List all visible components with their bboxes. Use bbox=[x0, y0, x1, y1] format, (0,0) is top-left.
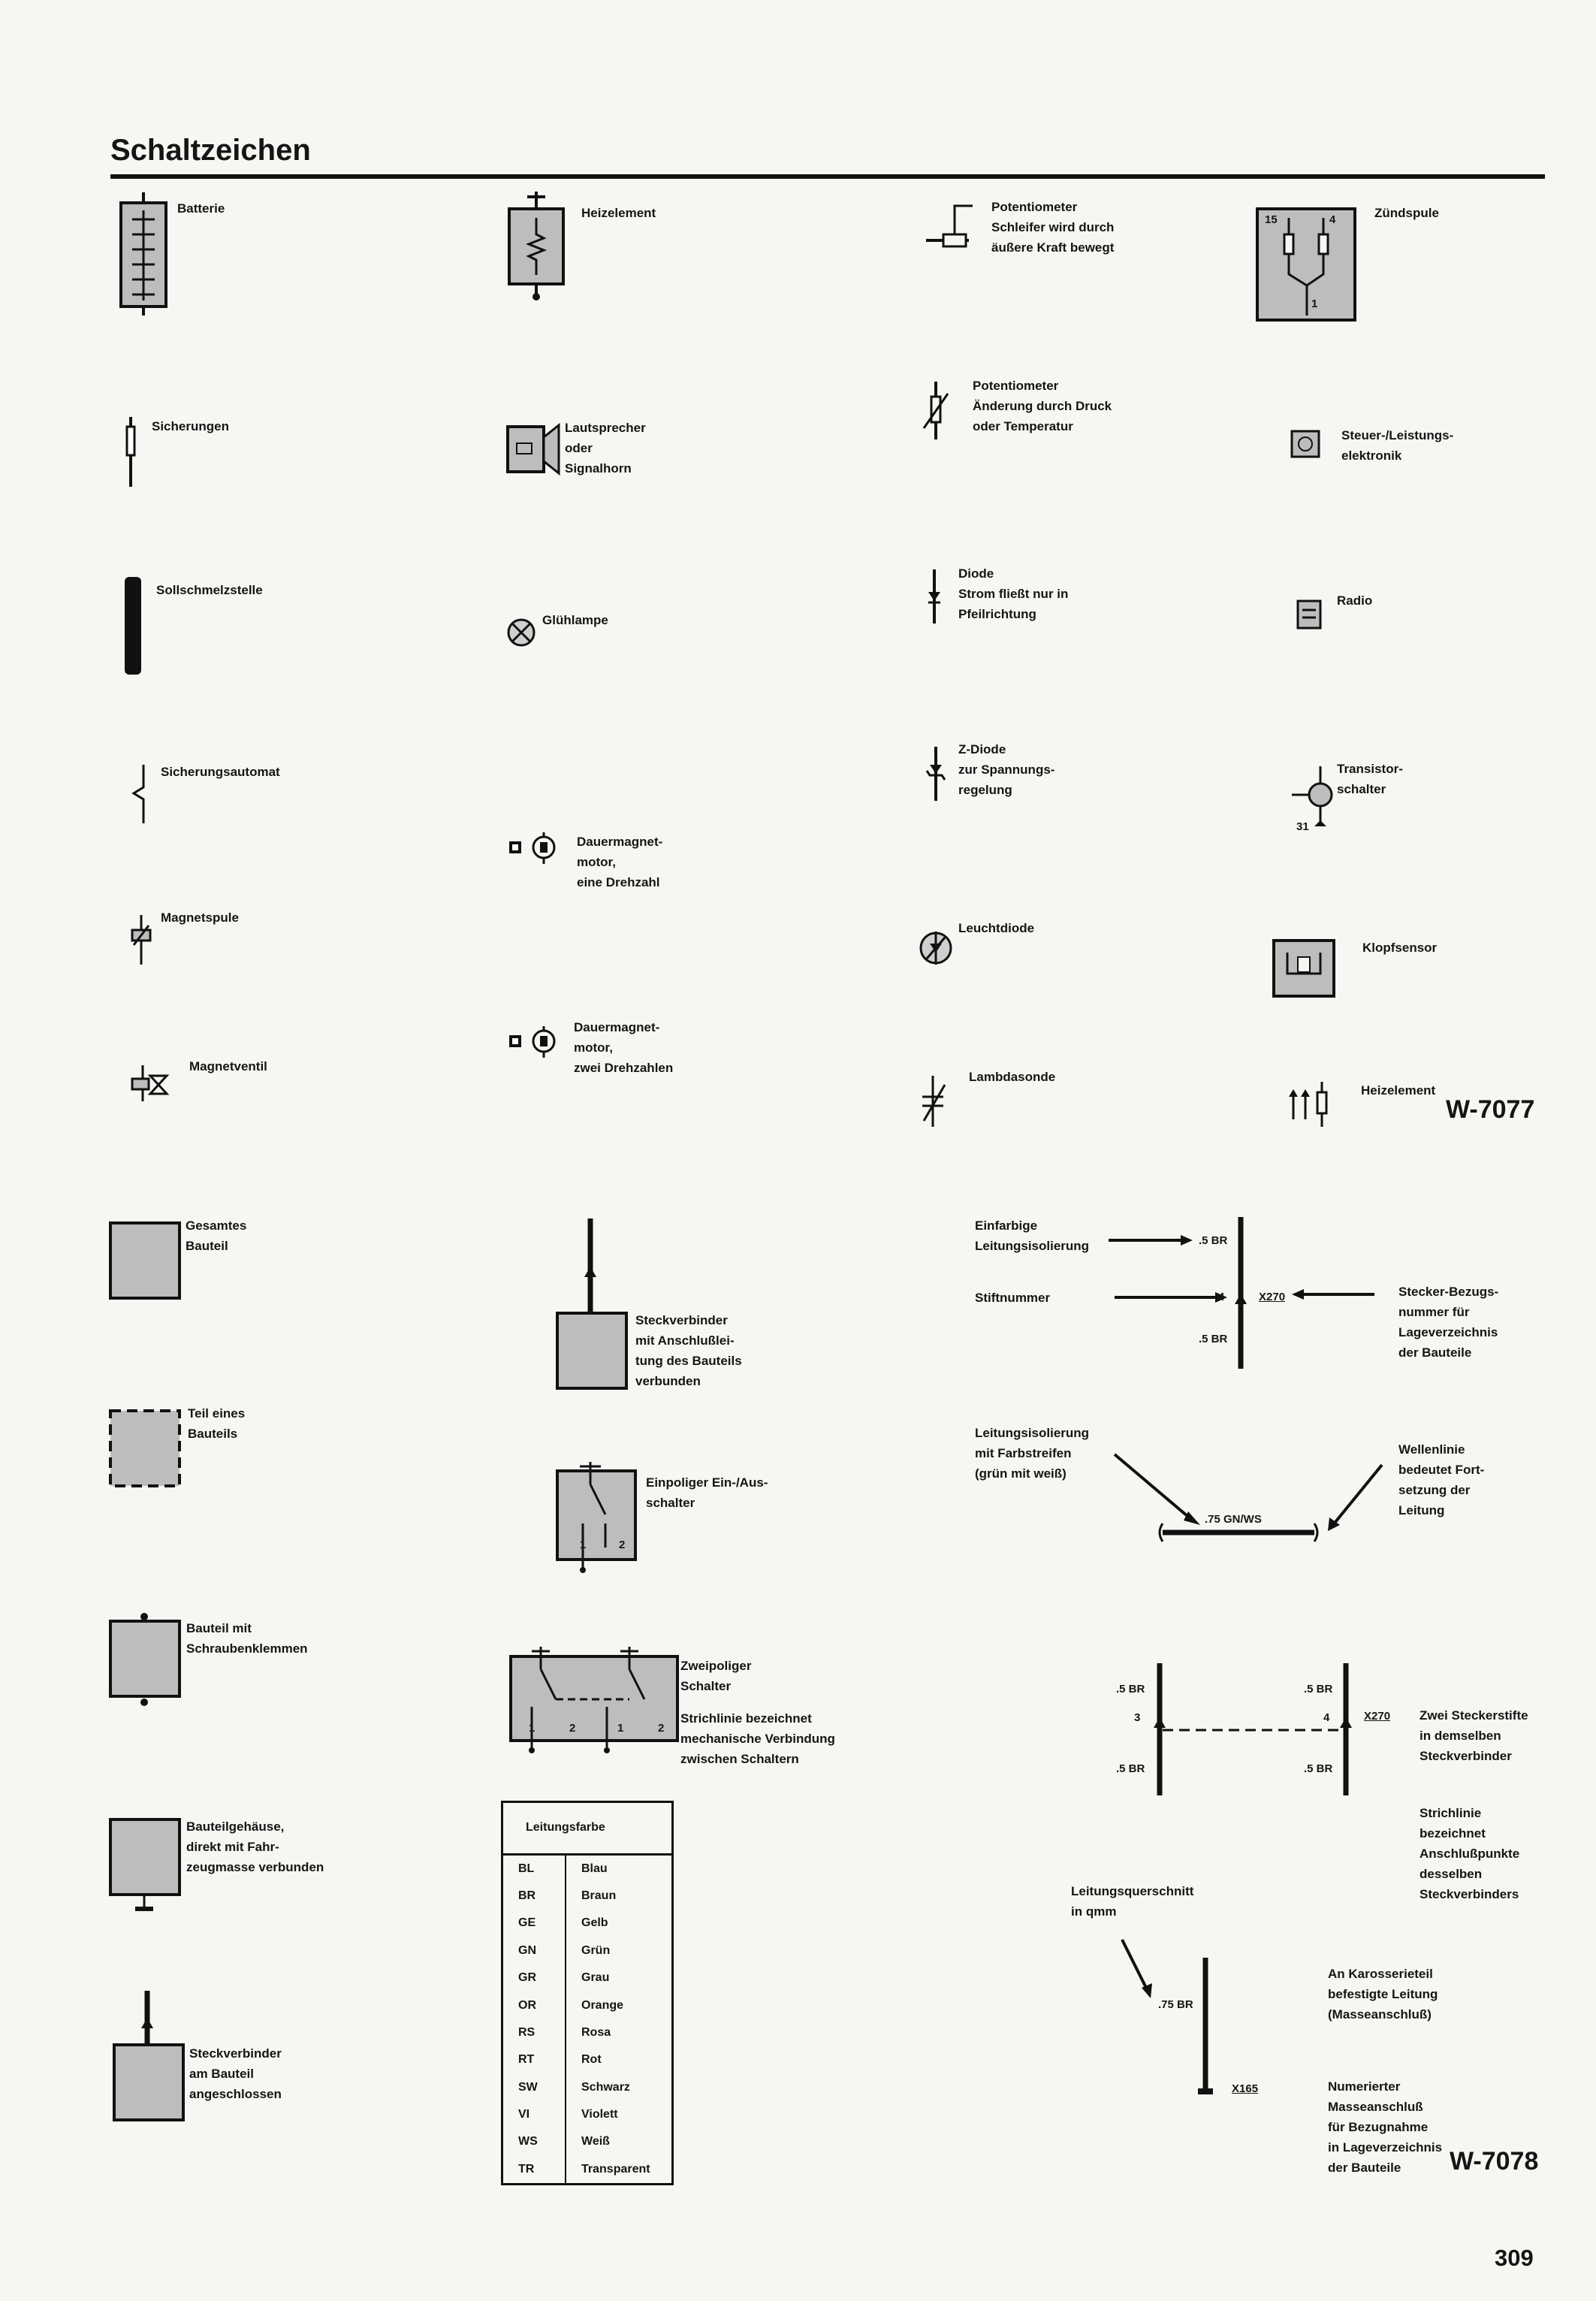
wire-c-tr: .5 BR bbox=[1304, 1683, 1333, 1696]
color-code: RT bbox=[502, 2046, 566, 2073]
label-heizelement-1: Heizelement bbox=[581, 206, 656, 220]
solenoid-valve-symbol bbox=[132, 1065, 167, 1101]
color-name: Grau bbox=[581, 1971, 610, 1985]
heater-element-2-symbol bbox=[1289, 1082, 1326, 1127]
label-batterie: Batterie bbox=[177, 201, 225, 216]
label-transistor: Transistor- schalter bbox=[1337, 762, 1403, 796]
speaker-symbol bbox=[508, 425, 559, 473]
figure-code-w7077: W-7077 bbox=[1446, 1095, 1535, 1124]
label-zuendspule: Zündspule bbox=[1374, 206, 1439, 220]
coil-pin-4: 4 bbox=[1329, 213, 1336, 226]
color-row bbox=[502, 2101, 673, 2128]
lambda-sensor-symbol bbox=[922, 1076, 945, 1127]
radio-symbol bbox=[1298, 601, 1320, 628]
label-querschnitt: Leitungsquerschnitt in qmm bbox=[1071, 1884, 1194, 1919]
double-pole-switch bbox=[511, 1647, 677, 1753]
single-switch-pin-1: 1 bbox=[580, 1539, 587, 1551]
label-gehaeuse-masse: Bauteilgehäuse, direkt mit Fahr- zeugmasse verbunden bbox=[186, 1819, 324, 1874]
color-code: GR bbox=[502, 1964, 566, 1991]
color-code: VI bbox=[502, 2101, 566, 2128]
color-name: Braun bbox=[581, 1889, 617, 1903]
color-code: TR bbox=[502, 2155, 566, 2184]
label-radio: Radio bbox=[1337, 593, 1373, 608]
wire-c-pin-l: 3 bbox=[1134, 1711, 1141, 1724]
single-switch-pin-2: 2 bbox=[619, 1539, 626, 1551]
solenoid-coil-symbol bbox=[132, 915, 150, 965]
motor-one-speed-symbol bbox=[509, 832, 554, 864]
color-name: Rot bbox=[581, 2053, 602, 2067]
color-code: OR bbox=[502, 1991, 566, 2019]
label-teil-bauteil: Teil eines Bauteils bbox=[188, 1406, 246, 1441]
label-steuerelektronik: Steuer-/Leistungs- elektronik bbox=[1341, 428, 1454, 463]
single-pole-switch bbox=[557, 1462, 635, 1573]
label-steckverbinder-1: Steckverbinder mit Anschlußlei- tung des Bauteils verbunden bbox=[635, 1313, 742, 1388]
potentiometer-symbol bbox=[926, 206, 973, 246]
label-magnetventil: Magnetventil bbox=[189, 1059, 267, 1073]
circuit-breaker-symbol bbox=[134, 765, 143, 823]
coil-pin-15: 15 bbox=[1265, 213, 1278, 226]
color-name: Orange bbox=[581, 1998, 624, 2012]
wire-a-conn: X270 bbox=[1259, 1291, 1286, 1303]
page-title: Schaltzeichen bbox=[110, 134, 311, 167]
battery-symbol bbox=[121, 192, 166, 316]
label-sicherungen: Sicherungen bbox=[152, 419, 229, 433]
label-potentiometer-1: Potentiometer Schleifer wird durch äußere Kraft bewegt bbox=[991, 200, 1115, 255]
label-lambdasonde: Lambdasonde bbox=[969, 1070, 1056, 1084]
label-potentiometer-2: Potentiometer Änderung durch Druck oder Temperatur bbox=[973, 379, 1112, 433]
label-leuchtdiode: Leuchtdiode bbox=[958, 921, 1035, 935]
label-gluehlampe: Glühlampe bbox=[542, 613, 608, 627]
label-stecker-bezug: Stecker-Bezugs- nummer für Lageverzeichnis der Bauteile bbox=[1398, 1285, 1499, 1360]
color-code: GE bbox=[502, 1910, 566, 1937]
connector-on-component bbox=[114, 1991, 183, 2120]
color-row bbox=[502, 2019, 673, 2046]
color-row bbox=[502, 1883, 673, 1910]
label-gesamtes-bauteil: Gesamtes Bauteil bbox=[186, 1218, 247, 1253]
label-z-diode: Z-Diode zur Spannungs- regelung bbox=[958, 742, 1055, 797]
potentiometer-pressure-symbol bbox=[924, 382, 948, 439]
connector-wire-component bbox=[557, 1218, 626, 1388]
wire-d-drawing bbox=[1122, 1940, 1213, 2094]
color-table-header: Leitungsfarbe bbox=[502, 1802, 673, 1855]
label-stiftnummer: Stiftnummer bbox=[975, 1291, 1051, 1305]
label-diode: Diode Strom fließt nur in Pfeilrichtung bbox=[958, 566, 1069, 621]
transistor-symbol bbox=[1292, 766, 1332, 826]
page-number: 309 bbox=[1495, 2245, 1534, 2271]
wire-color-table bbox=[501, 1801, 674, 2185]
label-strichlinie-2: Strichlinie bezeichnet Anschlußpunkte desselben Steckverbinders bbox=[1420, 1806, 1520, 1901]
color-name: Weiß bbox=[581, 2135, 610, 2149]
wire-d-label: .75 BR bbox=[1158, 1998, 1193, 2011]
transistor-ground-31: 31 bbox=[1296, 820, 1309, 833]
label-sicherungsautomat: Sicherungsautomat bbox=[161, 765, 280, 779]
label-sollschmelzstelle: Sollschmelzstelle bbox=[156, 583, 263, 597]
color-code: BL bbox=[502, 1854, 566, 1883]
figure-code-w7078: W-7078 bbox=[1450, 2147, 1539, 2176]
label-klopfsensor: Klopfsensor bbox=[1362, 941, 1438, 955]
color-row bbox=[502, 2128, 673, 2155]
color-row bbox=[502, 2073, 673, 2100]
wire-c-bl: .5 BR bbox=[1116, 1762, 1145, 1775]
color-name: Violett bbox=[581, 2107, 618, 2121]
label-strichlinie-1: Strichlinie bezeichnet mechanische Verbindung zwischen Schaltern bbox=[680, 1711, 835, 1766]
label-numerierter: Numerierter Masseanschluß für Bezugnahme in Lageverzeichnis der Bauteile bbox=[1328, 2079, 1443, 2175]
partial-component-box bbox=[110, 1411, 180, 1486]
color-row bbox=[502, 1991, 673, 2019]
color-row bbox=[502, 1937, 673, 1964]
color-name: Transparent bbox=[581, 2162, 650, 2176]
label-zweipoliger: Zweipoliger Schalter bbox=[680, 1659, 752, 1693]
wire-c-tl: .5 BR bbox=[1116, 1683, 1145, 1696]
wire-b-label: .75 GN/WS bbox=[1205, 1513, 1262, 1526]
color-row bbox=[502, 2155, 673, 2184]
color-row bbox=[502, 2046, 673, 2073]
fusible-link-symbol bbox=[125, 577, 141, 675]
label-karosserie: An Karosserieteil befestigte Leitung (Masseanschluß) bbox=[1328, 1967, 1438, 2022]
color-name: Grün bbox=[581, 1943, 611, 1957]
z-diode-symbol bbox=[927, 747, 945, 801]
label-heizelement-2: Heizelement bbox=[1361, 1083, 1436, 1098]
label-wellenlinie: Wellenlinie bedeutet Fort- setzung der Leitung bbox=[1398, 1442, 1485, 1517]
grounded-housing-box bbox=[110, 1819, 180, 1911]
color-name: Rosa bbox=[581, 2025, 611, 2039]
wire-a-bottom: .5 BR bbox=[1199, 1333, 1228, 1345]
color-row bbox=[502, 1910, 673, 1937]
motor-two-speed-symbol bbox=[509, 1026, 554, 1058]
wire-a-pin: 4 bbox=[1218, 1291, 1225, 1303]
whole-component-box bbox=[110, 1223, 180, 1298]
color-name: Schwarz bbox=[581, 2080, 630, 2094]
fuse-symbol bbox=[127, 417, 134, 487]
double-switch-pin-1a: 1 bbox=[529, 1722, 536, 1735]
screw-terminal-box bbox=[110, 1613, 180, 1706]
heating-element-symbol bbox=[509, 192, 563, 300]
color-code: RS bbox=[502, 2019, 566, 2046]
wire-a-top: .5 BR bbox=[1199, 1234, 1228, 1247]
label-lautsprecher: Lautsprecher oder Signalhorn bbox=[565, 421, 646, 476]
double-switch-pin-1b: 1 bbox=[617, 1722, 624, 1735]
double-switch-pin-2a: 2 bbox=[569, 1722, 576, 1735]
label-einpoliger: Einpoliger Ein-/Aus- schalter bbox=[646, 1475, 768, 1510]
color-name: Blau bbox=[581, 1862, 608, 1875]
label-einfarbig: Einfarbige Leitungsisolierung bbox=[975, 1218, 1090, 1253]
color-code: WS bbox=[502, 2128, 566, 2155]
color-row bbox=[502, 1964, 673, 1991]
wire-b-drawing bbox=[1115, 1454, 1382, 1542]
bulb-symbol bbox=[508, 620, 534, 645]
coil-pin-1: 1 bbox=[1311, 297, 1318, 310]
wire-c-conn: X270 bbox=[1364, 1710, 1391, 1723]
color-row bbox=[502, 1854, 673, 1883]
wire-c-pin-r: 4 bbox=[1323, 1711, 1330, 1724]
double-switch-pin-2b: 2 bbox=[658, 1722, 665, 1735]
label-farbstreifen: Leitungsisolierung mit Farbstreifen (grün mit weiß) bbox=[975, 1426, 1090, 1481]
label-motor-1: Dauermagnet- motor, eine Drehzahl bbox=[577, 835, 663, 889]
color-code: SW bbox=[502, 2073, 566, 2100]
color-code: GN bbox=[502, 1937, 566, 1964]
knock-sensor-symbol bbox=[1274, 941, 1334, 996]
color-code: BR bbox=[502, 1883, 566, 1910]
label-schraubenklemmen: Bauteil mit Schraubenklemmen bbox=[186, 1621, 308, 1656]
wire-c-br: .5 BR bbox=[1304, 1762, 1333, 1775]
label-magnetspule: Magnetspule bbox=[161, 910, 239, 925]
diode-symbol bbox=[928, 569, 940, 624]
control-electronics-symbol bbox=[1292, 431, 1319, 457]
led-symbol bbox=[921, 932, 951, 965]
color-name: Gelb bbox=[581, 1916, 608, 1930]
label-steckverbinder-2: Steckverbinder am Bauteil angeschlossen bbox=[189, 2046, 282, 2101]
wire-d-ground: X165 bbox=[1232, 2082, 1259, 2095]
label-zwei-stecker: Zwei Steckerstifte in demselben Steckverbinder bbox=[1420, 1708, 1528, 1763]
wire-a-drawing bbox=[1109, 1217, 1374, 1369]
label-motor-2: Dauermagnet- motor, zwei Drehzahlen bbox=[574, 1020, 674, 1075]
